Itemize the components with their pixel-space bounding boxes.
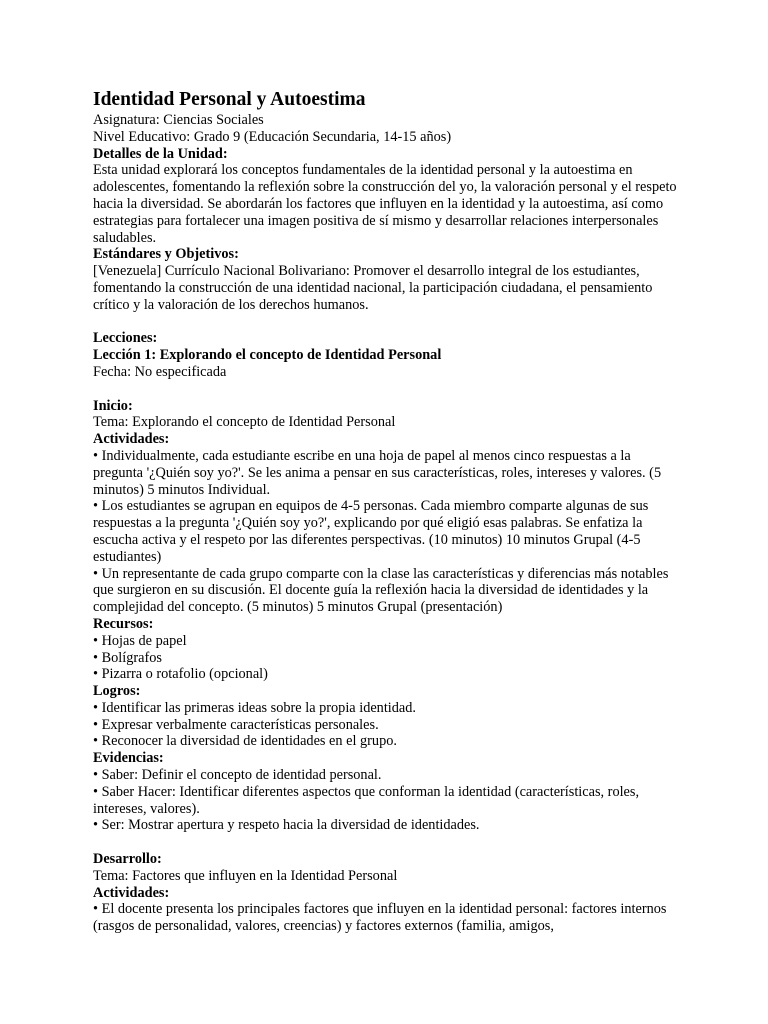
lesson1-date: Fecha: No especificada: [93, 363, 227, 380]
list-item: • Hojas de papel: [93, 632, 187, 649]
spacer: [93, 381, 683, 398]
document-page: [93, 88, 683, 935]
lesson1-title: Lección 1: Explorando el concepto de Identidad Personal: [93, 347, 442, 364]
desarrollo-activities-heading: Actividades:: [93, 884, 170, 901]
spacer: [93, 314, 683, 331]
inicio-heading: Inicio:: [93, 397, 133, 414]
list-item: • Saber Hacer: Identificar diferentes aspectos que conforman la identidad (características, roles, intereses, valores).: [93, 783, 640, 817]
subject-line: Asignatura: Ciencias Sociales: [93, 112, 264, 128]
lessons-heading: Lecciones:: [93, 330, 158, 347]
list-item: • Identificar las primeras ideas sobre la propia identidad.: [93, 699, 416, 716]
details-text: Esta unidad explorará los conceptos fundamentales de la identidad personal y la autoestima en adolescentes, fomentando la reflexión sobre la construcción del yo, la valoración personal y el respeto hacia la diversidad. Se abordarán los factores que influyen en la identidad y la autoestima, así como estrategias para fortalecer una imagen positiva de sí mismo y desarrollar relaciones interpersonales saludables.: [93, 162, 677, 246]
list-item: • Los estudiantes se agrupan en equipos de 4-5 personas. Cada miembro comparte algunas de sus respuestas a la pregunta '¿Quién soy yo?', explicando por qué eligió esas palabras. Se enfatiza la escucha activa y el respeto por las diferentes perspectivas. (10 minutos) 10 minutos Grupal (4-5 estudiantes): [93, 498, 649, 565]
inicio-achievements-heading: Logros:: [93, 683, 141, 700]
list-item: • Un representante de cada grupo comparte con la clase las características y diferencias más notables que surgieron en su discusión. El docente guía la reflexión hacia la diversidad de identidades y la complejidad del concepto. (5 minutos) 5 minutos Grupal (presentación): [93, 565, 669, 616]
details-heading: Detalles de la Unidad:: [93, 145, 228, 162]
document-title: Identidad Personal y Autoestima: [93, 89, 366, 110]
list-item: • Individualmente, cada estudiante escribe en una hoja de papel al menos cinco respuestas a la pregunta '¿Quién soy yo?'. Se les anima a pensar en sus características, roles, intereses y valores. (5 minutos) 5 minutos Individual.: [93, 447, 662, 498]
list-item: • Reconocer la diversidad de identidades en el grupo.: [93, 733, 397, 750]
inicio-activities-heading: Actividades:: [93, 431, 170, 448]
list-item: • Expresar verbalmente características personales.: [93, 716, 379, 733]
level-line: Nivel Educativo: Grado 9 (Educación Secundaria, 14-15 años): [93, 128, 452, 145]
standards-text: [Venezuela] Currículo Nacional Bolivariano: Promover el desarrollo integral de los estudiantes, fomentando la construcción de una identidad nacional, la participación ciudadana, el pensamiento crítico y la valoración de los derechos humanos.: [93, 263, 653, 313]
list-item: • El docente presenta los principales factores que influyen en la identidad personal: factores internos (rasgos de personalidad, valores, creencias) y factores externos (familia, amigos,: [93, 901, 667, 935]
standards-heading: Estándares y Objetivos:: [93, 246, 239, 263]
list-item: • Bolígrafos: [93, 649, 162, 666]
inicio-topic: Tema: Explorando el concepto de Identidad Personal: [93, 414, 396, 431]
inicio-evidence-heading: Evidencias:: [93, 750, 164, 767]
list-item: • Pizarra o rotafolio (opcional): [93, 666, 268, 683]
desarrollo-topic: Tema: Factores que influyen en la Identidad Personal: [93, 867, 398, 884]
desarrollo-heading: Desarrollo:: [93, 851, 162, 868]
spacer: [93, 834, 683, 851]
inicio-resources-heading: Recursos:: [93, 615, 154, 632]
list-item: • Saber: Definir el concepto de identidad personal.: [93, 767, 382, 784]
list-item: • Ser: Mostrar apertura y respeto hacia la diversidad de identidades.: [93, 817, 480, 834]
